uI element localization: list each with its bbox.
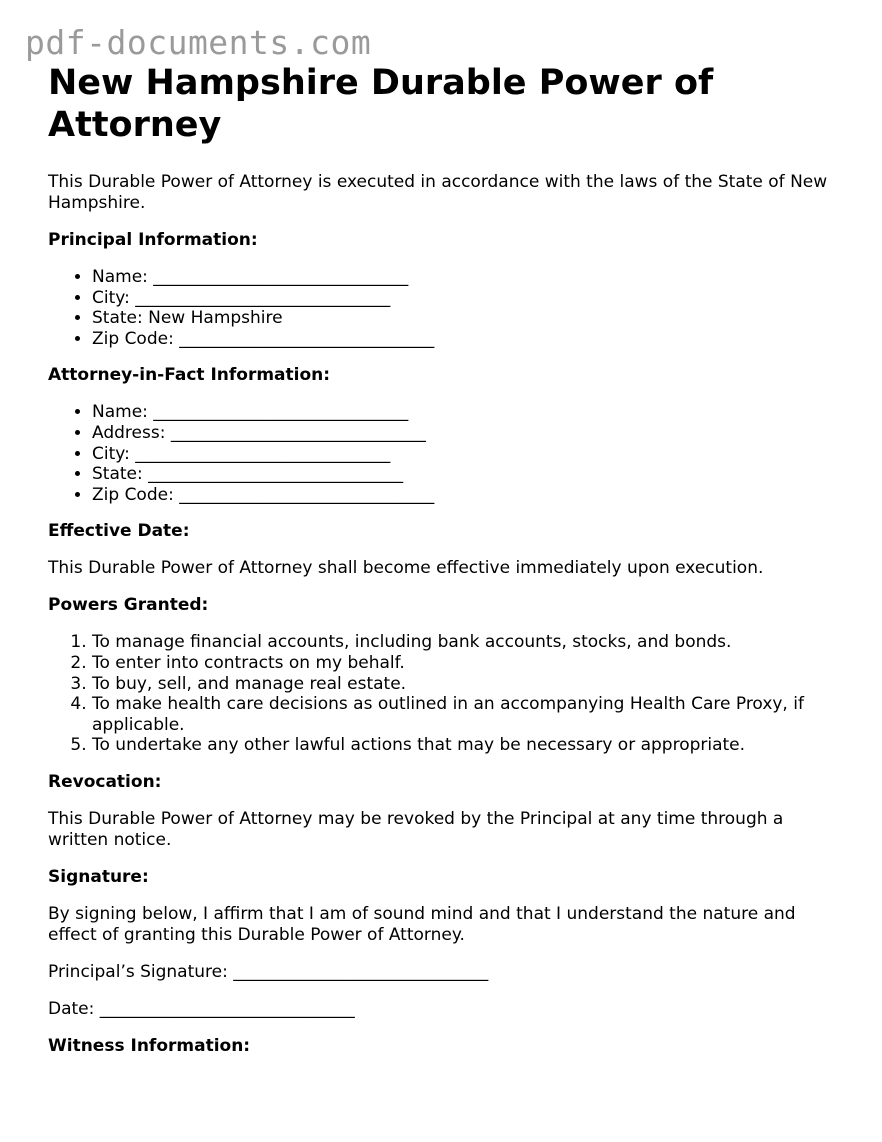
power-item: 5. To undertake any other lawful actions that may be necessary or appropriate.	[92, 735, 838, 756]
attorney-state-field: • State: ______________________________	[92, 464, 838, 485]
attorney-zip-field: • Zip Code: ______________________________	[92, 485, 838, 506]
principal-heading: Principal Information:	[48, 230, 258, 250]
signature-date-line: Date: ______________________________	[48, 998, 355, 1019]
principal-signature-line: Principal’s Signature: ______________________________	[48, 961, 489, 982]
attorney-city-field: • City: ______________________________	[92, 444, 838, 465]
witness-heading: Witness Information:	[48, 1035, 251, 1056]
principal-name-field: • Name: ______________________________	[92, 267, 838, 288]
attorney-address-field: • Address: ______________________________	[92, 423, 838, 444]
principal-state-field: • State: New Hampshire	[92, 308, 838, 329]
intro-paragraph: This Durable Power of Attorney is executed in accordance with the laws of the State of New Hampshire.	[48, 172, 828, 213]
document-title: New Hampshire Durable Power of Attorney	[48, 63, 714, 145]
powers-heading: Powers Granted:	[48, 595, 209, 616]
powers-list	[48, 632, 838, 756]
principal-city-field: • City: ______________________________	[92, 288, 838, 309]
attorney-fields-list	[48, 402, 838, 505]
effective-date-heading: Effective Date:	[48, 521, 190, 542]
principal-zip-field: • Zip Code: ______________________________	[92, 329, 838, 350]
effective-date-text: This Durable Power of Attorney shall become effective immediately upon execution.	[48, 558, 764, 579]
principal-fields-list	[48, 267, 838, 349]
power-item: 4. To make health care decisions as outlined in an accompanying Health Care Proxy, if applicable.	[92, 694, 838, 735]
power-item: 3. To buy, sell, and manage real estate.	[92, 674, 838, 695]
signature-text: By signing below, I affirm that I am of sound mind and that I understand the nature and effect of granting this Durable Power of Attorney.	[48, 903, 796, 945]
watermark: pdf-documents.com	[25, 23, 372, 62]
revocation-heading: Revocation:	[48, 771, 162, 792]
power-item: 2. To enter into contracts on my behalf.	[92, 653, 838, 674]
attorney-name-field: • Name: ______________________________	[92, 402, 838, 423]
signature-heading: Signature:	[48, 866, 149, 887]
power-item: 1. To manage financial accounts, including bank accounts, stocks, and bonds.	[92, 632, 838, 653]
revocation-text: This Durable Power of Attorney may be revoked by the Principal at any time through a written notice.	[48, 808, 784, 850]
attorney-heading: Attorney-in-Fact Information:	[48, 365, 331, 386]
document-page	[48, 62, 838, 1057]
